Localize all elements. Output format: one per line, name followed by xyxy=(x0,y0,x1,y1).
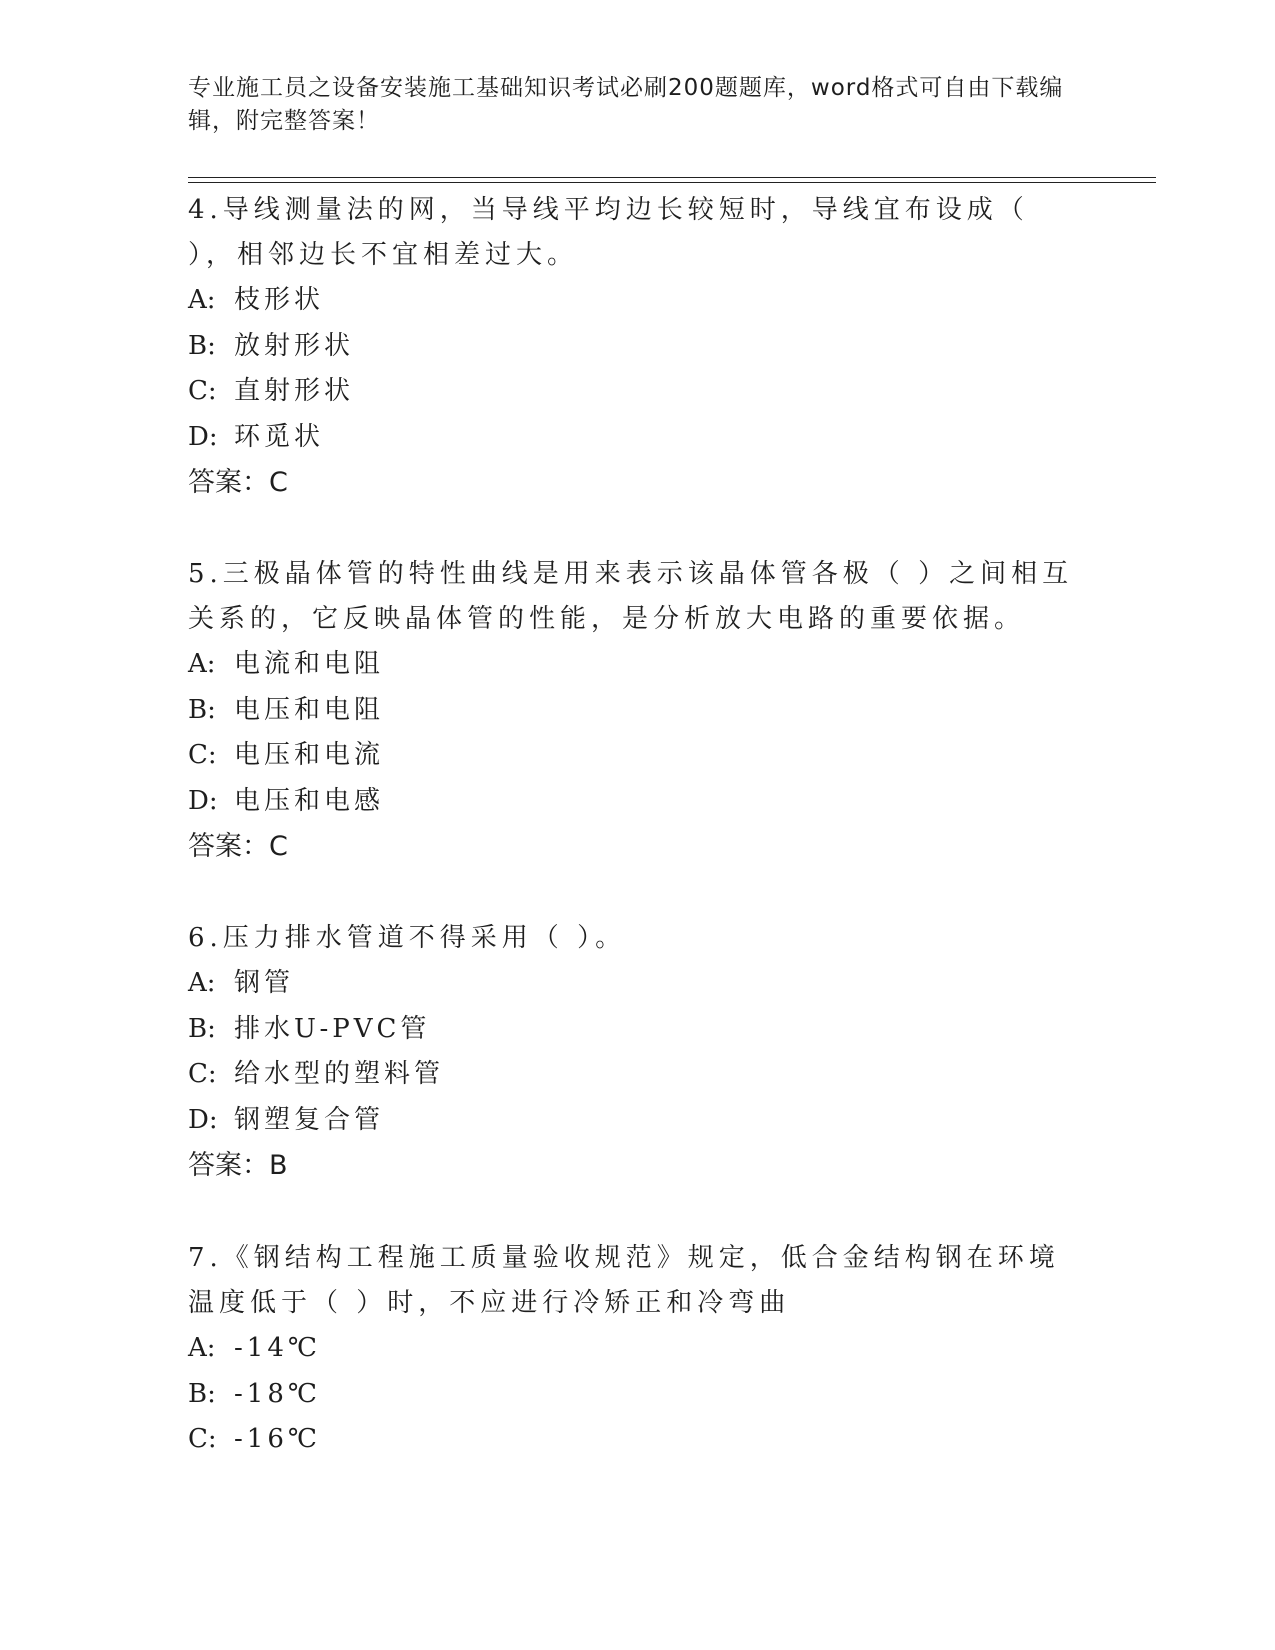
question-stem: 6.压力排水管道不得采用（ ）。 xyxy=(188,923,627,953)
question-5 xyxy=(188,552,1088,869)
option-letter: C: xyxy=(188,376,217,406)
option-letter: B: xyxy=(188,1378,216,1409)
option-letter: A: xyxy=(188,1333,216,1363)
option-text: 电流和电阻 xyxy=(234,649,385,679)
option-text: -18℃ xyxy=(234,1378,321,1409)
option-text: 钢塑复合管 xyxy=(234,1104,385,1135)
option-text: 电压和电流 xyxy=(234,740,385,770)
option-text: 放射形状 xyxy=(234,330,355,361)
option-letter: B: xyxy=(188,1013,216,1044)
option-text: 排水U-PVC管 xyxy=(234,1013,431,1044)
option-text: -16℃ xyxy=(234,1424,321,1454)
option-letter: C: xyxy=(188,1059,217,1089)
option-text: 钢管 xyxy=(234,968,295,998)
header-divider-double xyxy=(188,182,1156,183)
option-letter: D: xyxy=(188,785,218,816)
answer-line: 答案：C xyxy=(188,467,288,498)
option-c xyxy=(188,1417,1088,1463)
option-a xyxy=(188,1326,1088,1372)
option-c xyxy=(188,1052,1088,1098)
option-text: 电压和电阻 xyxy=(234,694,385,725)
question-stem: 4.导线测量法的网，当导线平均边长较短时，导线宜布设成（ ），相邻边长不宜相差过大。 xyxy=(188,195,1029,270)
question-4 xyxy=(188,188,1088,505)
option-letter: D: xyxy=(188,421,218,452)
answer-line: 答案：C xyxy=(188,831,288,862)
option-letter: A: xyxy=(188,285,216,315)
option-text: 电压和电感 xyxy=(234,785,385,816)
option-d xyxy=(188,1098,1088,1144)
option-text: 直射形状 xyxy=(234,376,355,406)
option-text: -14℃ xyxy=(234,1333,321,1363)
answer-line: 答案：B xyxy=(188,1150,288,1181)
option-letter: C: xyxy=(188,740,217,770)
question-stem: 5.三极晶体管的特性曲线是用来表示该晶体管各极（ ）之间相互关系的，它反映晶体管的性能，是分析放大电路的重要依据。 xyxy=(188,559,1074,634)
option-letter: C: xyxy=(188,1424,217,1454)
option-c xyxy=(188,733,1088,779)
option-letter: D: xyxy=(188,1104,218,1135)
option-b xyxy=(188,324,1088,370)
question-7 xyxy=(188,1236,1088,1463)
option-b xyxy=(188,1007,1088,1053)
option-b xyxy=(188,1372,1088,1418)
option-d xyxy=(188,415,1088,461)
header-divider xyxy=(188,177,1156,178)
option-c xyxy=(188,369,1088,415)
option-text: 给水型的塑料管 xyxy=(234,1059,445,1089)
question-6 xyxy=(188,916,1088,1188)
option-text: 环觅状 xyxy=(234,421,325,452)
option-text: 枝形状 xyxy=(234,285,325,315)
option-b xyxy=(188,688,1088,734)
document-header: 专业施工员之设备安装施工基础知识考试必刷200题题库，word格式可自由下载编辑，附完整答案！ xyxy=(188,75,1064,134)
option-a xyxy=(188,642,1088,688)
option-letter: A: xyxy=(188,968,216,998)
question-stem: 7.《钢结构工程施工质量验收规范》规定，低合金结构钢在环境温度低于（ ）时，不应进行冷矫正和冷弯曲 xyxy=(188,1243,1060,1318)
option-letter: A: xyxy=(188,649,216,679)
option-d xyxy=(188,779,1088,825)
option-a xyxy=(188,278,1088,324)
option-letter: B: xyxy=(188,694,216,725)
option-letter: B: xyxy=(188,330,216,361)
option-a xyxy=(188,961,1088,1007)
